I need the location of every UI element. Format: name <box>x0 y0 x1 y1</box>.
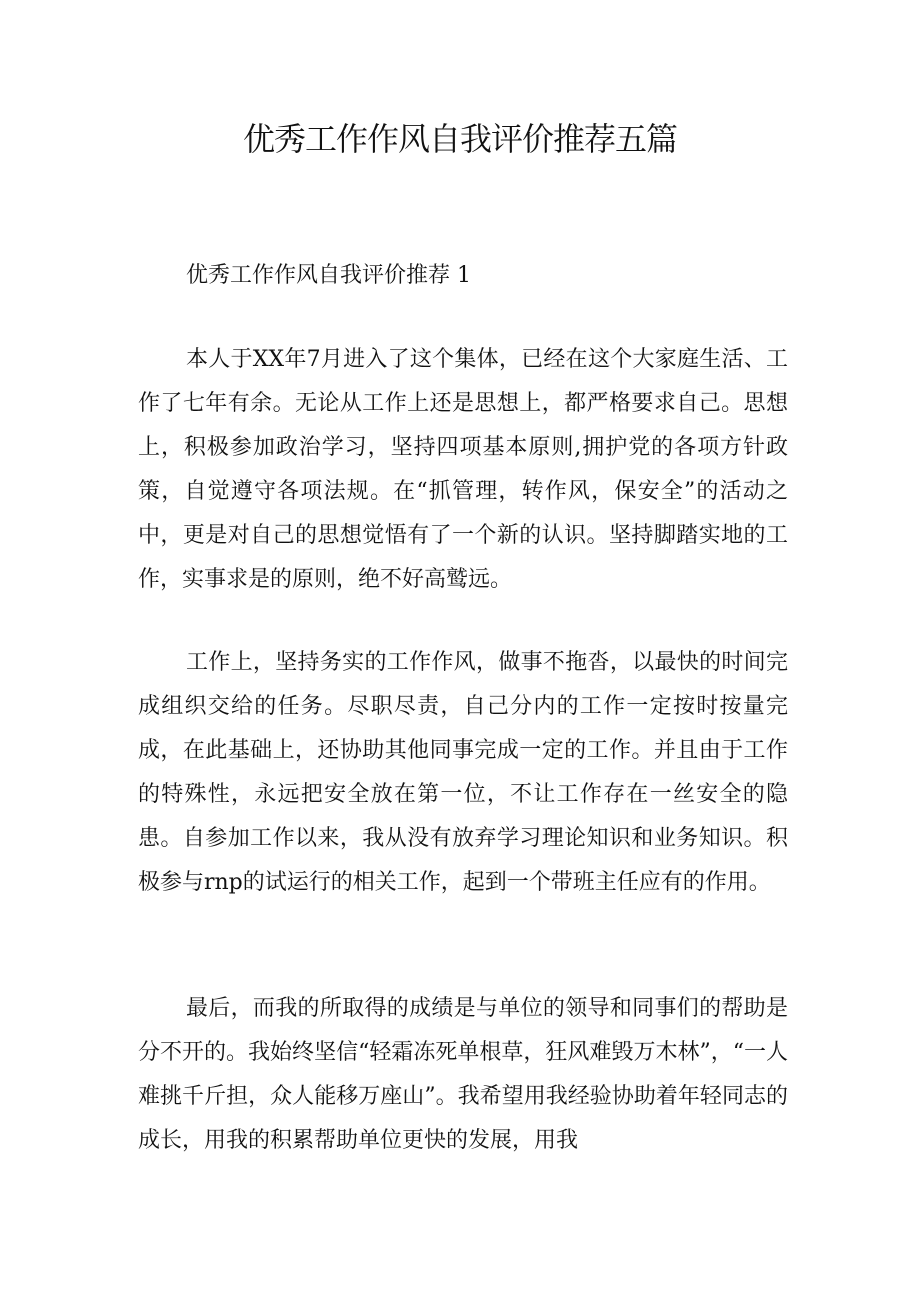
paragraph-1: 本人于XX年7月进入了这个集体，已经在这个大家庭生活、工作了七年有余。无论从工作上还是思想上，都严格要求自己。思想上，积极参加政治学习，坚持四项基本原则,拥护党的各项方针政策，自觉遵守各项法规。在“抓管理，转作风，保安全”的活动之中，更是对自己的思想觉悟有了一个新的认识。坚持脚踏实地的工作，实事求是的原则，绝不好高鹫远。 <box>138 347 788 592</box>
section-heading: 优秀工作作风自我评价推荐 1 <box>186 263 471 288</box>
paragraph-3: 最后，而我的所取得的成绩是与单位的领导和同事们的帮助是分不开的。我始终坚信“轻霜冻死单根草，狂风难毁万木林”，“一人难挑千斤担，众人能移万座山”。我希望用我经验协助着年轻同志的成长，用我的积累帮助单位更快的发展，用我 <box>138 996 788 1153</box>
paragraph-2: 工作上，坚持务实的工作作风，做事不拖沓，以最快的时间完成组织交给的任务。尽职尽责，自己分内的工作一定按时按量完成，在此基础上，还协助其他同事完成一定的工作。并且由于工作的特殊性，永远把安全放在第一位，不让工作存在一丝安全的隐患。自参加工作以来，我从没有放弃学习理论知识和业务知识。积极参与rnp的试运行的相关工作，起到一个带班主任应有的作用。 <box>138 650 788 895</box>
document-title: 优秀工作作风自我评价推荐五篇 <box>242 120 677 158</box>
